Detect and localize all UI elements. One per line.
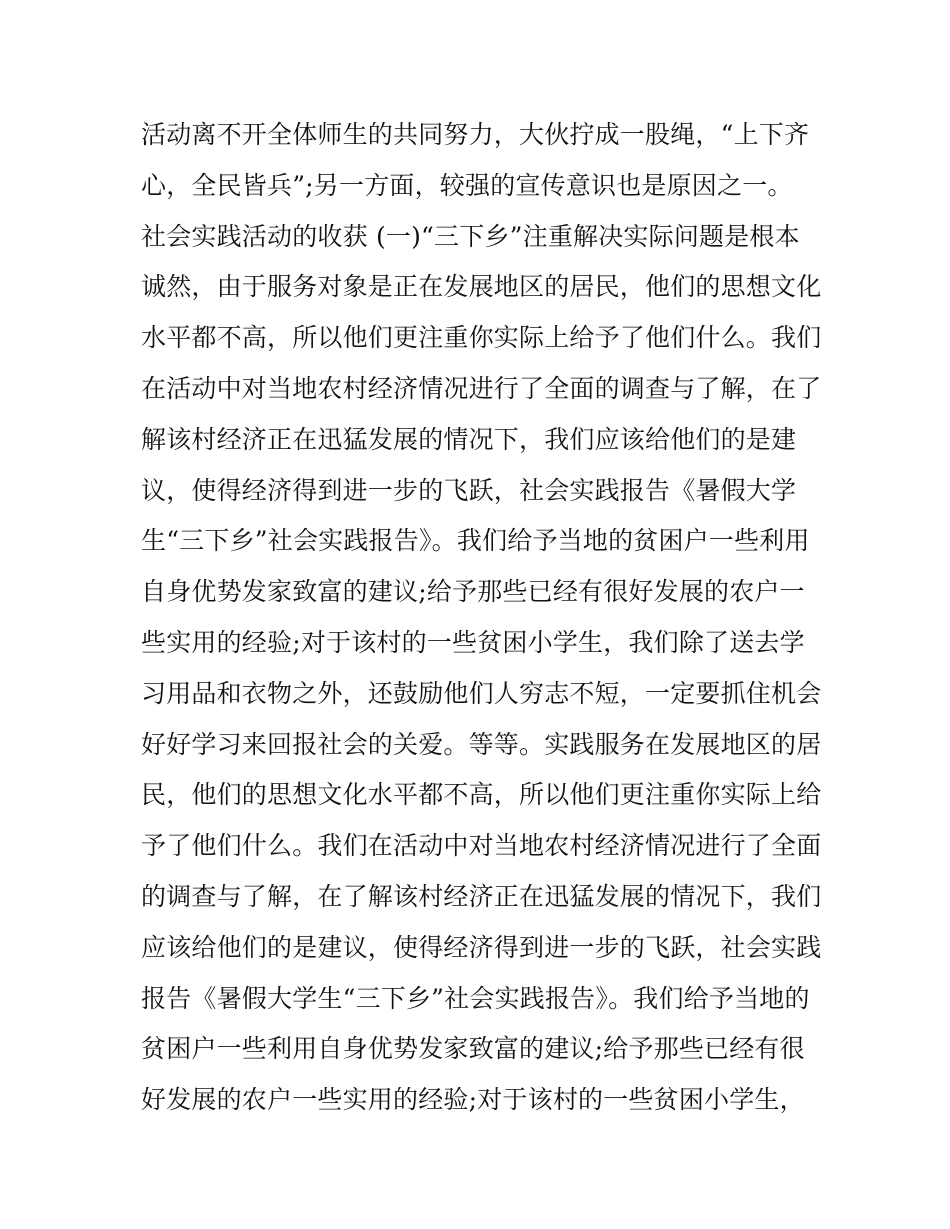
text-line: 社会实践活动的收获 (一)“三下乡”注重解决实际问题是根本 — [141, 221, 800, 251]
text-line: 报告《暑假大学生“三下乡”社会实践报告》。我们给予当地的 — [141, 983, 810, 1013]
text-line: 在活动中对当地农村经济情况进行了全面的调查与了解，在了 — [141, 373, 822, 403]
text-line: 贫困户一些利用自身优势发家致富的建议;给予那些已经有很 — [141, 1034, 805, 1064]
body-text — [141, 110, 831, 1126]
text-line: 习用品和衣物之外，还鼓励他们人穷志不短，一定要抓住机会 — [141, 678, 822, 708]
text-line: 自身优势发家致富的建议;给予那些已经有很好发展的农户一 — [141, 577, 805, 607]
text-line: 水平都不高，所以他们更注重你实际上给予了他们什么。我们 — [141, 323, 822, 353]
text-line: 好发展的农户一些实用的经验;对于该村的一些贫困小学生， — [141, 1085, 805, 1115]
text-line: 生“三下乡”社会实践报告》。我们给予当地的贫困户一些利用 — [141, 526, 810, 556]
text-line: 议，使得经济得到进一步的飞跃，社会实践报告《暑假大学 — [141, 475, 797, 505]
text-line: 些实用的经验;对于该村的一些贫困小学生，我们除了送去学 — [141, 627, 805, 657]
text-line: 解该村经济正在迅猛发展的情况下，我们应该给他们的是建 — [141, 424, 797, 454]
text-line: 诚然，由于服务对象是正在发展地区的居民，他们的思想文化 — [141, 272, 822, 302]
text-line: 应该给他们的是建议，使得经济得到进一步的飞跃，社会实践 — [141, 932, 822, 962]
text-line: 好好学习来回报社会的关爱。等等。实践服务在发展地区的居 — [141, 729, 822, 759]
text-line: 予了他们什么。我们在活动中对当地农村经济情况进行了全面 — [141, 831, 822, 861]
text-line: 心，全民皆兵”;另一方面，较强的宣传意识也是原因之一。 — [141, 170, 793, 200]
text-line: 活动离不开全体师生的共同努力，大伙拧成一股绳，“上下齐 — [141, 120, 810, 149]
text-line: 民，他们的思想文化水平都不高，所以他们更注重你实际上给 — [141, 780, 822, 810]
text-line: 的调查与了解，在了解该村经济正在迅猛发展的情况下，我们 — [141, 881, 822, 911]
